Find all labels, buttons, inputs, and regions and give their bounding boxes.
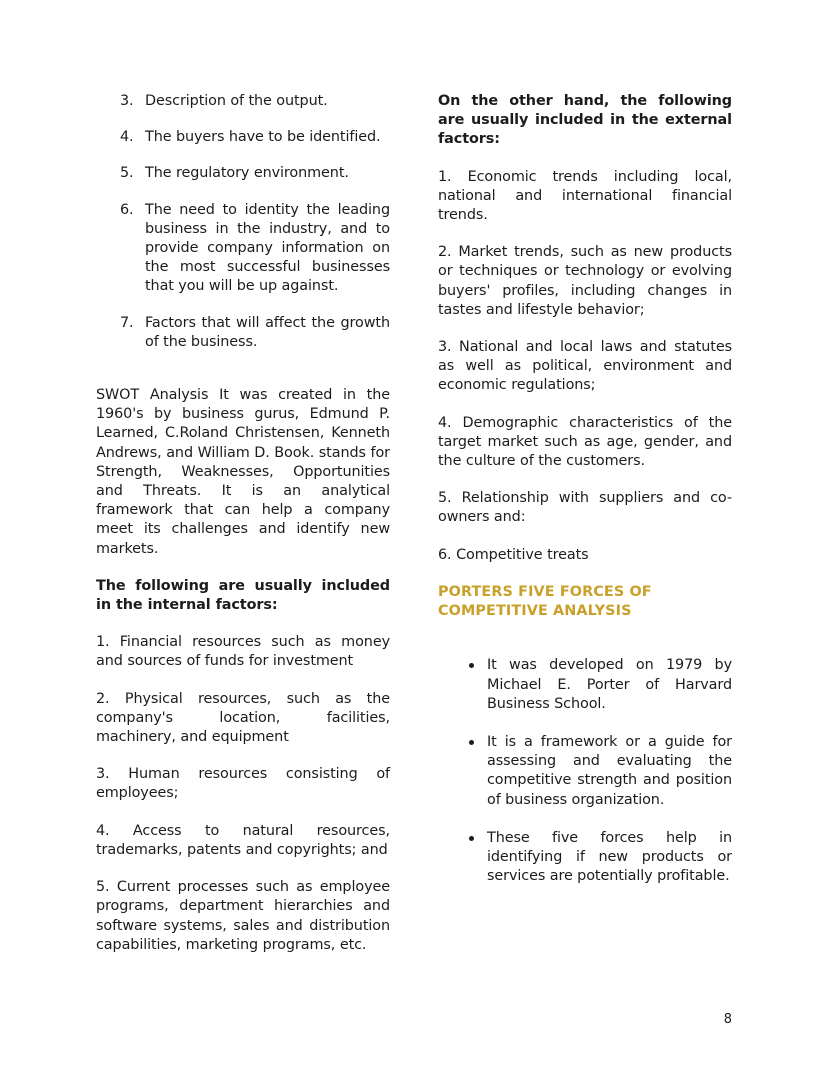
page-number: 8 (723, 1012, 732, 1027)
internal-factor-5: 5. Current processes such as employee programs, department hierarchies and software systems, sales and distribution capabilities, marketing programs, etc. (96, 879, 390, 953)
list-item (438, 829, 732, 887)
external-factors-heading: On the other hand, the following are usually included in the external factors: (438, 93, 732, 148)
external-factor-1: 1. Economic trends including local, national and international financial trends. (438, 168, 732, 224)
continued-numbered-list (96, 92, 390, 352)
porters-bullet-list (438, 656, 732, 886)
list-item-text: The buyers have to be identified. (145, 129, 381, 146)
porters-five-forces-heading (438, 583, 732, 641)
heading-word-of: OF (629, 583, 652, 600)
internal-factor-1: 1. Financial resources such as money and sources of funds for investment (96, 634, 390, 670)
heading-line-1-row (438, 583, 732, 602)
list-item-number: 7. (120, 314, 134, 331)
external-factor-5: 5. Relationship with suppliers and co-owners and: (438, 490, 732, 526)
internal-factor-2: 2. Physical resources, such as the company's location, facilities, machinery, and equipment (96, 690, 390, 746)
swot-analysis-paragraph: SWOT Analysis It was created in the 1960's by business gurus, Edmund P. Learned, C.Roland Christensen, Kenneth Andrews, and William D. Book. stands for Strength, Weaknesses, Opportunities and Threats. It is an analytical framework that can help a company meet its challenges and identify new markets. (96, 387, 390, 557)
list-item (96, 314, 390, 352)
left-column (96, 92, 390, 955)
two-column-body (96, 92, 732, 955)
bullet-icon (469, 663, 474, 668)
list-item (96, 92, 390, 111)
internal-factor-4: 4. Access to natural resources, trademarks, patents and copyrights; and (96, 822, 390, 858)
bullet-icon (469, 836, 474, 841)
spacer (96, 369, 390, 386)
list-item-text: These five forces help in identifying if new products or services are potentially profitable. (487, 829, 732, 885)
external-factor-2: 2. Market trends, such as new products or techniques or technology or evolving buyers' profiles, including changes in tastes and lifestyle behavior; (438, 244, 732, 318)
list-item-number: 5. (120, 165, 134, 182)
internal-factors-heading: The following are usually included in the internal factors: (96, 577, 390, 614)
heading-word-porters: PORTERS (438, 583, 514, 600)
list-item-text: It is a framework or a guide for assessing and evaluating the competitive strength and position of business organization. (487, 734, 732, 808)
list-item-text: The regulatory environment. (145, 165, 349, 182)
internal-factor-3: 3. Human resources consisting of employees; (96, 766, 390, 802)
list-item (438, 733, 732, 810)
external-factor-3: 3. National and local laws and statutes as well as political, environment and economic regulations; (438, 339, 732, 394)
right-column (438, 92, 732, 887)
list-item-number: 4. (120, 129, 134, 146)
heading-line-2: COMPETITIVE ANALYSIS (438, 603, 632, 620)
bullet-icon (469, 740, 474, 745)
list-item-text: Description of the output. (145, 93, 328, 109)
list-item (438, 656, 732, 714)
heading-word-five: FIVE (518, 583, 555, 600)
list-item (96, 128, 390, 147)
list-item (96, 164, 390, 183)
list-item-text: Factors that will affect the growth of the business. (145, 314, 390, 350)
list-item-text: It was developed on 1979 by Michael E. Porter of Harvard Business School. (487, 657, 732, 712)
heading-word-forces: FORCES (559, 583, 625, 600)
list-item-number: 6. (120, 201, 134, 218)
external-factor-4: 4. Demographic characteristics of the target market such as age, gender, and the culture of the customers. (438, 414, 732, 470)
external-factor-6: 6. Competitive treats (438, 546, 589, 563)
list-item (96, 201, 390, 297)
heading-line-1 (438, 583, 732, 602)
list-item-number: 3. (120, 93, 134, 109)
list-item-text: The need to identity the leading business in the industry, and to provide company information on the most successful businesses that you will be up against. (145, 201, 390, 295)
